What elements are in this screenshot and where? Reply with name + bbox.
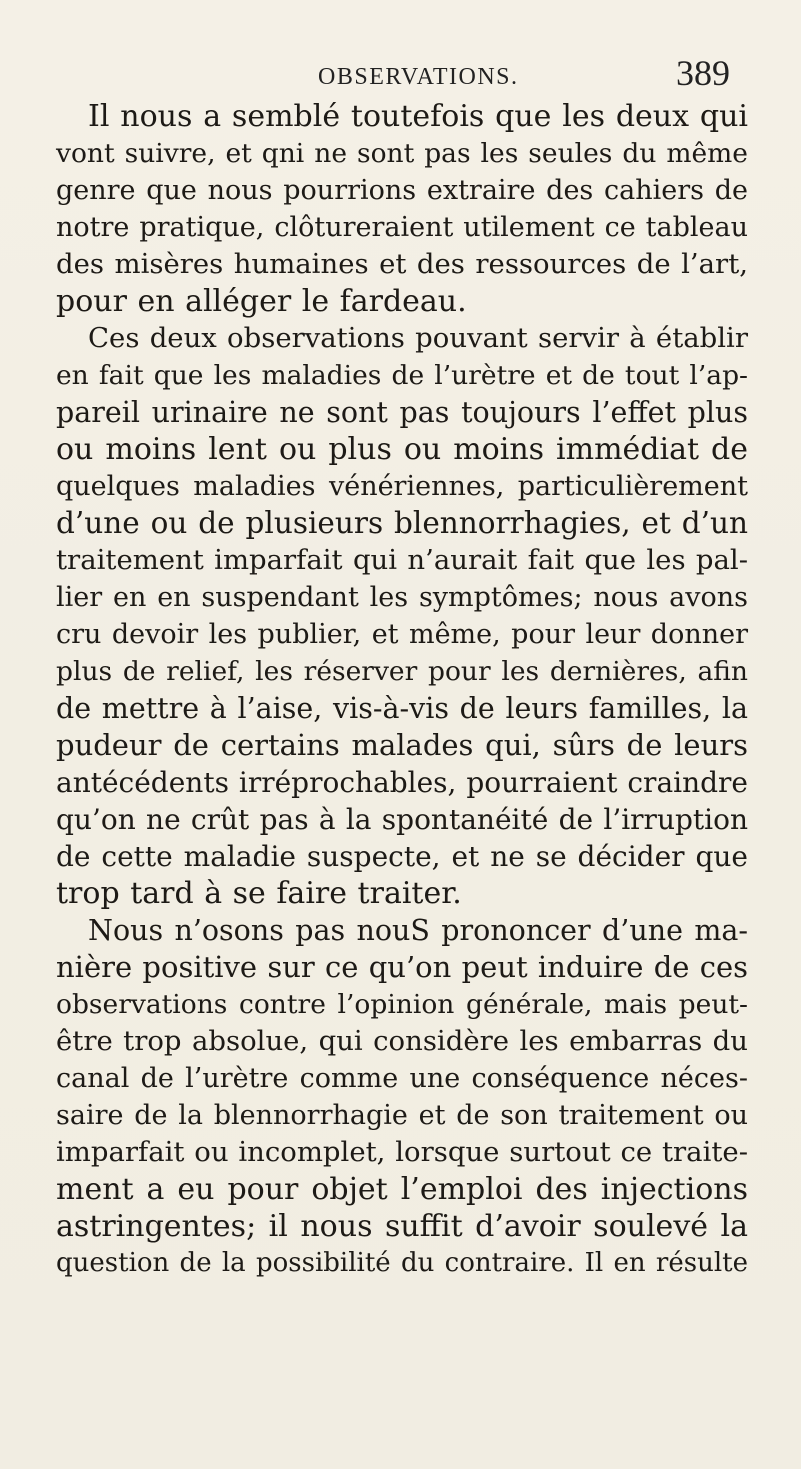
text-line: pareil urinaire ne sont pas toujours l’effet plus	[56, 396, 748, 429]
text-line: quelques maladies vénériennes, particulièrement	[56, 471, 748, 502]
text-line: Nous n’osons pas nouS prononcer d’une ma-	[88, 914, 748, 947]
text-line: notre pratique, clôtureraient utilement ce tableau	[56, 212, 748, 243]
body-text	[56, 98, 748, 1282]
text-line: d’une ou de plusieurs blennorrhagies, et d’un	[56, 506, 748, 540]
text-line: traitement imparfait qui n’aurait fait que les pal-	[56, 544, 748, 576]
text-line: plus de relief, les réserver pour les dernières, afin	[56, 656, 748, 687]
text-line: ou moins lent ou plus ou moins immédiat de	[56, 432, 748, 467]
text-line: être trop absolue, qui considère les embarras du	[56, 1025, 748, 1057]
text-line: des misères humaines et des ressources de l’art,	[56, 248, 748, 280]
text-line: de cette maladie suspecte, et ne se décider que	[56, 840, 748, 873]
text-line: qu’on ne crût pas à la spontanéité de l’irruption	[56, 803, 748, 836]
text-line: ment a eu pour objet l’emploi des injections	[56, 1172, 748, 1207]
running-title: OBSERVATIONS.	[318, 64, 519, 90]
text-line: lier en en suspendant les symptômes; nous avons	[56, 582, 748, 613]
page-number: 389	[676, 53, 730, 93]
text-line: saire de la blennorrhagie et de son traitement ou	[56, 1100, 748, 1131]
text-line: canal de l’urètre comme une conséquence néces-	[56, 1063, 748, 1094]
text-line: imparfait ou incomplet, lorsque surtout ce traite-	[56, 1136, 748, 1168]
text-line: Il nous a semblé toutefois que les deux qui	[88, 99, 748, 134]
text-line: question de la possibilité du contraire. Il en résulte	[56, 1248, 748, 1278]
running-head	[0, 53, 801, 98]
text-line: vont suivre, et qni ne sont pas les seules du même	[56, 138, 748, 169]
text-line: nière positive sur ce qu’on peut induire de ces	[56, 950, 748, 984]
text-line: observations contre l’opinion générale, mais peut-	[56, 989, 748, 1020]
text-line: astringentes; il nous suffit d’avoir soulevé la	[56, 1209, 748, 1244]
text-line: pudeur de certains malades qui, sûrs de leurs	[56, 728, 748, 762]
text-line: en fait que les maladies de l’urètre et de tout l’ap-	[56, 360, 748, 391]
text-line: trop tard à se faire traiter.	[56, 876, 462, 911]
text-line: antécédents irréprochables, pourraient craindre	[56, 766, 748, 799]
text-line: cru devoir les publier, et même, pour leur donner	[56, 619, 748, 650]
text-line: pour en alléger le fardeau.	[56, 284, 467, 319]
text-line: Ces deux observations pouvant servir à établir	[88, 322, 748, 354]
text-line: genre que nous pourrions extraire des cahiers de	[56, 175, 748, 206]
text-line: de mettre à l’aise, vis-à-vis de leurs familles, la	[56, 692, 748, 725]
